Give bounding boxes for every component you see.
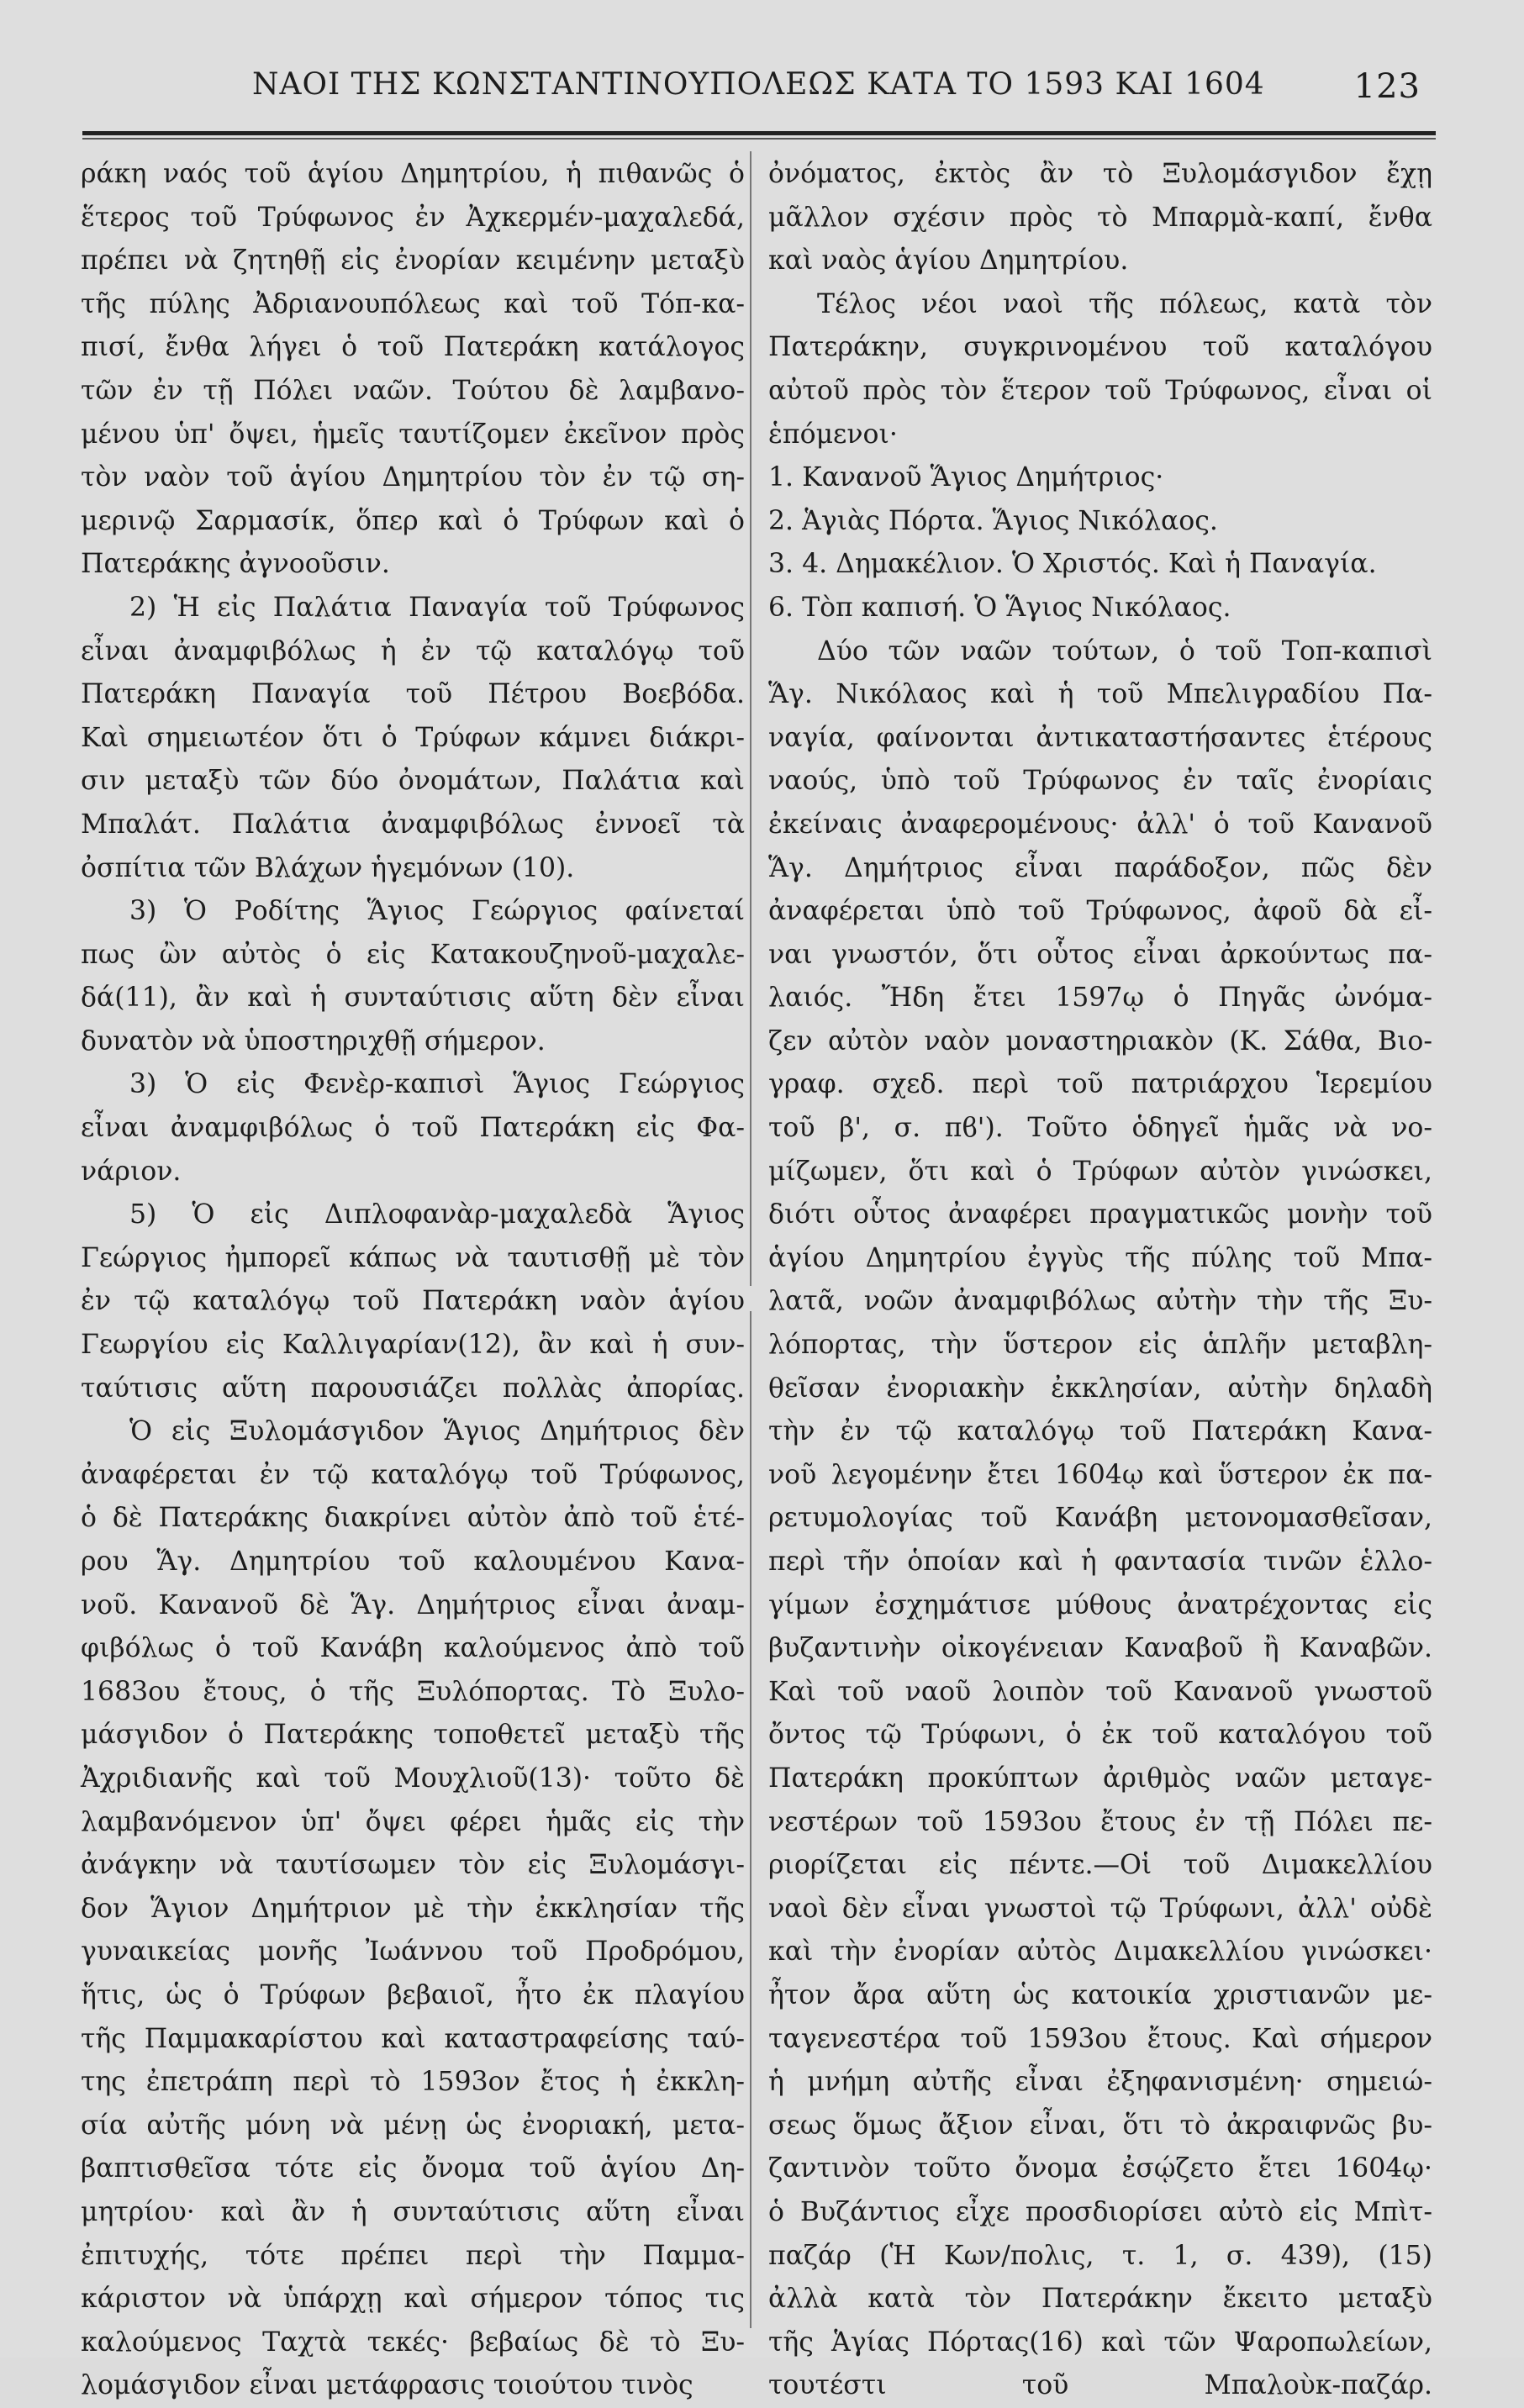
text-line: ταγενεστέρα τοῦ 1593ου ἔτους. Καὶ σήμερον: [768, 2023, 1432, 2054]
text-line: ἡ μνήμη αὐτῆς εἶναι ἐξηφανισμένη· σημειώ-: [768, 2067, 1432, 2098]
text-line: κάριστον νὰ ὑπάρχῃ καὶ σήμερον τόπος τις: [81, 2284, 745, 2315]
text-line: θεῖσαν ἐνοριακὴν ἐκκλησίαν, αὐτὴν δηλαδὴ: [768, 1373, 1432, 1404]
text-line: εἶναι ἀναμφιβόλως ὁ τοῦ Πατεράκη εἰς Φα-: [81, 1113, 745, 1144]
text-line: ὁ Βυζάντιος εἶχε προσδιορίσει αὐτὸ εἰς Μπὶτ-: [768, 2196, 1432, 2227]
text-line: δον Ἅγιον Δημήτριον μὲ τὴν ἐκκλησίαν τῆς: [81, 1893, 745, 1924]
text-line: ἦτον ἄρα αὕτη ὡς κατοικία χριστιανῶν με-: [768, 1979, 1432, 2010]
text-line: μάσγιδον ὁ Πατεράκης τοποθετεῖ μεταξὺ τῆς: [81, 1720, 745, 1751]
text-line: ἁγίου Δημητρίου ἐγγὺς τῆς πύλης τοῦ Μπα-: [768, 1242, 1432, 1273]
text-line: 3. 4. Δημακέλιον. Ὁ Χριστός. Καὶ ἡ Παναγία.: [768, 549, 1377, 580]
text-line: δυνατὸν νὰ ὑποστηριχθῇ σήμερον.: [81, 1025, 546, 1056]
text-line: Γεωργίου εἰς Καλλιγαρίαν(12), ἂν καὶ ἡ συν-: [81, 1330, 745, 1361]
text-line: τῆς Ἁγίας Πόρτας(16) καὶ τῶν Ψαροπωλείων,: [768, 2326, 1432, 2358]
text-line: 3) Ὁ Ροδίτης Ἅγιος Γεώργιος φαίνεταί: [129, 896, 745, 927]
text-line: 2) Ἡ εἰς Παλάτια Παναγία τοῦ Τρύφωνος: [129, 592, 745, 623]
left-column: [81, 153, 745, 2408]
text-line: Πατεράκη Παναγία τοῦ Πέτρου Βοεβόδα.: [81, 679, 745, 710]
text-line: ἑπόμενοι·: [768, 419, 898, 450]
text-line: διότι οὗτος ἀναφέρει πραγματικῶς μονὴν τοῦ: [768, 1199, 1432, 1230]
text-line: λαμβανόμενον ὑπ' ὄψει φέρει ἡμᾶς εἰς τὴν: [81, 1806, 745, 1837]
text-line: καλούμενος Ταχτὰ τεκές· βεβαίως δὲ τὸ Ξυ-: [81, 2326, 745, 2358]
text-line: μᾶλλον σχέσιν πρὸς τὸ Μπαρμὰ-καπί, ἔνθα: [768, 202, 1432, 233]
text-line: τῆς Παμμακαρίστου καὶ καταστραφείσης ταύ-: [81, 2023, 745, 2054]
text-line: σιν μεταξὺ τῶν δύο ὀνομάτων, Παλάτια καὶ: [81, 766, 745, 797]
text-line: Τέλος νέοι ναοὶ τῆς πόλεως, κατὰ τὸν: [817, 288, 1432, 319]
text-line: πρέπει νὰ ζητηθῇ εἰς ἐνορίαν κειμένην μεταξὺ: [81, 245, 745, 277]
text-line: Ἅγ. Νικόλαος καὶ ἡ τοῦ Μπελιγραδίου Πα-: [768, 679, 1432, 710]
text-line: 6. Τὸπ καπισή. Ὁ Ἅγιος Νικόλαος.: [768, 592, 1231, 623]
text-line: τὴν ἐν τῷ καταλόγῳ τοῦ Πατεράκη Κανα-: [768, 1416, 1432, 1447]
text-line: γυναικείας μονῆς Ἰωάννου τοῦ Προδρόμου,: [81, 1936, 745, 1968]
text-line: φιβόλως ὁ τοῦ Κανάβη καλούμενος ἀπὸ τοῦ: [81, 1633, 745, 1664]
text-line: ζεν αὐτὸν ναὸν μοναστηριακὸν (Κ. Σάθα, Βιο-: [768, 1025, 1432, 1056]
page-header-title: ΝΑΟΙ ΤΗΣ ΚΩΝΣΤΑΝΤΙΝΟΥΠΟΛΕΩΣ ΚΑΤΑ ΤΟ 1593 ΚΑΙ 1604: [252, 67, 1265, 102]
text-line: ἀναφέρεται ὑπὸ τοῦ Τρύφωνος, ἀφοῦ δὰ εἶ-: [768, 896, 1432, 927]
text-line: Πατεράκην, συγκρινομένου τοῦ καταλόγου: [768, 332, 1432, 363]
text-line: τοῦ β', σ. πϐ'). Τοῦτο ὁδηγεῖ ἡμᾶς νὰ νο-: [768, 1113, 1432, 1144]
text-line: 3) Ὁ εἰς Φενὲρ-καπισὶ Ἅγιος Γεώργιος: [129, 1069, 745, 1100]
text-line: βυζαντινὴν οἰκογένειαν Καναβοῦ ἢ Καναβῶν.: [768, 1633, 1432, 1664]
right-column: [768, 153, 1432, 2408]
text-line: Πατεράκη προκύπτων ἀριθμὸς ναῶν μεταγε-: [768, 1763, 1432, 1794]
text-line: καὶ τὴν ἐνορίαν αὐτὸς Διμακελλίου γινώσκει·: [768, 1936, 1432, 1968]
text-line: τὸν ναὸν τοῦ ἁγίου Δημητρίου τὸν ἐν τῷ ση-: [81, 462, 745, 493]
text-line: σεως ὅμως ἄξιον εἶναι, ὅτι τὸ ἀκραιφνῶς βυ-: [768, 2110, 1432, 2141]
page-number: 123: [1353, 67, 1421, 106]
text-line: Καὶ σημειωτέον ὅτι ὁ Τρύφων κάμνει διάκρι-: [81, 722, 745, 753]
text-line: Μπαλάτ. Παλάτια ἀναμφιβόλως ἐννοεῖ τὰ: [81, 809, 745, 840]
text-line: ράκη ναός τοῦ ἁγίου Δημητρίου, ἡ πιθανῶς ὁ: [81, 159, 745, 189]
column-divider-lower: [750, 1311, 751, 2328]
text-line: ἀλλὰ κατὰ τὸν Πατεράκην ἔκειτο μεταξὺ: [768, 2284, 1432, 2315]
text-line: Γεώργιος ἠμπορεῖ κάπως νὰ ταυτισθῇ μὲ τὸν: [81, 1242, 745, 1273]
text-line: ὀσπίτια τῶν Βλάχων ἡγεμόνων (10).: [81, 852, 575, 883]
text-line: ἀνάγκην νὰ ταυτίσωμεν τὸν εἰς Ξυλομάσγι-: [81, 1850, 745, 1881]
text-line: ἐπιτυχής, τότε πρέπει περὶ τὴν Παμμα-: [81, 2240, 745, 2271]
text-line: παζάρ (Ἡ Κων/πολις, τ. 1, σ. 439), (15): [768, 2240, 1432, 2271]
text-line: λαιός. Ἤδη ἔτει 1597ῳ ὁ Πηγᾶς ὠνόμα-: [768, 983, 1432, 1014]
text-line: ναγία, φαίνονται ἀντικαταστήσαντες ἑτέρους: [768, 722, 1432, 753]
text-line: Ἅγ. Δημήτριος εἶναι παράδοξον, πῶς δὲν: [768, 852, 1432, 883]
text-line: Πατεράκης ἀγνοοῦσιν.: [81, 549, 390, 580]
text-line: λατᾶ, νοῶν ἀναμφιβόλως αὐτὴν τὴν τῆς Ξυ-: [768, 1286, 1432, 1317]
text-line: ρετυμολογίας τοῦ Κανάβη μετονομασθεῖσαν,: [768, 1503, 1432, 1534]
text-line: ναούς, ὑπὸ τοῦ Τρύφωνος ἐν ταῖς ἐνορίαις: [768, 766, 1432, 797]
header-rule-thin: [82, 138, 1436, 140]
text-line: πισί, ἔνθα λήγει ὁ τοῦ Πατεράκη κατάλογος: [81, 332, 745, 363]
text-line: ἐκείναις ἀναφερομένους· ἀλλ' ὁ τοῦ Κανανοῦ: [768, 809, 1432, 840]
text-line: νοῦ. Κανανοῦ δὲ Ἅγ. Δημήτριος εἶναι ἀναμ-: [81, 1589, 745, 1620]
text-line: πως ὢν αὐτὸς ὁ εἰς Κατακουζηνοῦ-μαχαλε-: [81, 939, 745, 970]
text-line: μίζωμεν, ὅτι καὶ ὁ Τρύφων αὐτὸν γινώσκει,: [768, 1156, 1432, 1187]
text-line: ἕτερος τοῦ Τρύφωνος ἐν Ἀχκερμέν-μαχαλεδά,: [81, 202, 745, 233]
text-line: της ἐπετράπη περὶ τὸ 1593ον ἔτος ἡ ἐκκλη-: [81, 2067, 745, 2098]
text-line: αὐτοῦ πρὸς τὸν ἕτερον τοῦ Τρύφωνος, εἶναι οἱ: [768, 375, 1432, 406]
text-line: γραφ. σχεδ. περὶ τοῦ πατριάρχου Ἱερεμίου: [768, 1069, 1432, 1100]
text-line: ἥτις, ὡς ὁ Τρύφων βεβαιοῖ, ἦτο ἐκ πλαγίου: [81, 1979, 745, 2010]
text-line: δά(11), ἂν καὶ ἡ συνταύτισις αὕτη δὲν εἶναι: [81, 983, 745, 1014]
text-line: Ἀχριδιανῆς καὶ τοῦ Μουχλιοῦ(13)· τοῦτο δὲ: [81, 1763, 745, 1794]
running-header: [252, 67, 1429, 118]
text-line: νάριον.: [81, 1156, 182, 1187]
text-line: ζαντινὸν τοῦτο ὄνομα ἐσῴζετο ἔτει 1604ῳ·: [768, 2153, 1432, 2184]
text-line: μένου ὑπ' ὄψει, ἡμεῖς ταυτίζομεν ἐκεῖνον πρὸς: [81, 419, 745, 450]
text-line: νοῦ λεγομένην ἔτει 1604ῳ καὶ ὕστερον ἐκ πα-: [768, 1459, 1432, 1490]
header-rule: [82, 131, 1436, 135]
text-line: 2. Ἁγιὰς Πόρτα. Ἅγιος Νικόλαος.: [768, 505, 1218, 536]
text-line: βαπτισθεῖσα τότε εἰς ὄνομα τοῦ ἁγίου Δη-: [81, 2153, 745, 2184]
text-line: σία αὐτῆς μόνη νὰ μένῃ ὡς ἐνοριακή, μετα-: [81, 2110, 745, 2141]
text-line: Δύο τῶν ναῶν τούτων, ὁ τοῦ Τοπ-καπισὶ: [817, 635, 1432, 667]
text-line: τουτέστι τοῦ Μπαλοὺκ-παζάρ.: [768, 2370, 1432, 2401]
text-line: μερινῷ Σαρμασίκ, ὅπερ καὶ ὁ Τρύφων καὶ ὁ: [81, 505, 745, 536]
text-line: ἀναφέρεται ἐν τῷ καταλόγῳ τοῦ Τρύφωνος,: [81, 1459, 745, 1490]
text-line: ταύτισις αὕτη παρουσιάζει πολλὰς ἀπορίας.: [81, 1373, 745, 1404]
text-line: Καὶ τοῦ ναοῦ λοιπὸν τοῦ Κανανοῦ γνωστοῦ: [768, 1676, 1432, 1707]
text-line: ὀνόματος, ἐκτὸς ἂν τὸ Ξυλομάσγιδον ἔχῃ: [768, 159, 1432, 189]
text-line: γίμων ἐσχημάτισε μύθους ἀνατρέχοντας εἰς: [768, 1589, 1432, 1620]
text-line: ὁ δὲ Πατεράκης διακρίνει αὐτὸν ἀπὸ τοῦ ἑτέ-: [81, 1503, 745, 1534]
text-line: 5) Ὁ εἰς Διπλοφανὰρ-μαχαλεδὰ Ἅγιος: [129, 1199, 745, 1230]
text-line: περὶ τῆν ὁποίαν καὶ ἡ φαντασία τινῶν ἑλλο-: [768, 1546, 1432, 1577]
text-line: ριορίζεται εἰς πέντε.—Οἱ τοῦ Διμακελλίου: [768, 1850, 1432, 1881]
text-line: λόπορτας, τὴν ὕστερον εἰς ἁπλῆν μεταβλη-: [768, 1330, 1432, 1361]
text-line: τῆς πύλης Ἀδριανουπόλεως καὶ τοῦ Τόπ-κα-: [81, 288, 745, 319]
text-line: λομάσγιδον εἶναι μετάφρασις τοιούτου τινὸς: [81, 2370, 693, 2401]
text-line: ναι γνωστόν, ὅτι οὗτος εἶναι ἀρκούντως πα-: [768, 939, 1432, 970]
text-line: ὄντος τῷ Τρύφωνι, ὁ ἐκ τοῦ καταλόγου τοῦ: [768, 1720, 1432, 1751]
text-line: 1683ου ἔτους, ὁ τῆς Ξυλόπορτας. Τὸ Ξυλο-: [81, 1676, 745, 1707]
text-line: τῶν ἐν τῇ Πόλει ναῶν. Τούτου δὲ λαμβανο-: [81, 375, 745, 406]
text-line: μητρίου· καὶ ἂν ἡ συνταύτισις αὕτη εἶναι: [81, 2196, 745, 2227]
text-line: ἐν τῷ καταλόγῳ τοῦ Πατεράκη ναὸν ἁγίου: [81, 1286, 745, 1317]
text-line: 1. Κανανοῦ Ἅγιος Δημήτριος·: [768, 462, 1164, 493]
text-line: ναοὶ δὲν εἶναι γνωστοὶ τῷ Τρύφωνι, ἀλλ' οὐδὲ: [768, 1893, 1432, 1924]
text-line: εἶναι ἀναμφιβόλως ἡ ἐν τῷ καταλόγῳ τοῦ: [81, 635, 745, 667]
text-line: νεστέρων τοῦ 1593ου ἔτους ἐν τῇ Πόλει πε-: [768, 1806, 1432, 1837]
text-line: ρου Ἅγ. Δημητρίου τοῦ καλουμένου Κανα-: [81, 1546, 745, 1577]
text-line: καὶ ναὸς ἁγίου Δημητρίου.: [768, 245, 1129, 277]
text-line: Ὁ εἰς Ξυλομάσγιδον Ἅγιος Δημήτριος δὲν: [129, 1416, 745, 1447]
column-divider: [750, 151, 751, 1286]
